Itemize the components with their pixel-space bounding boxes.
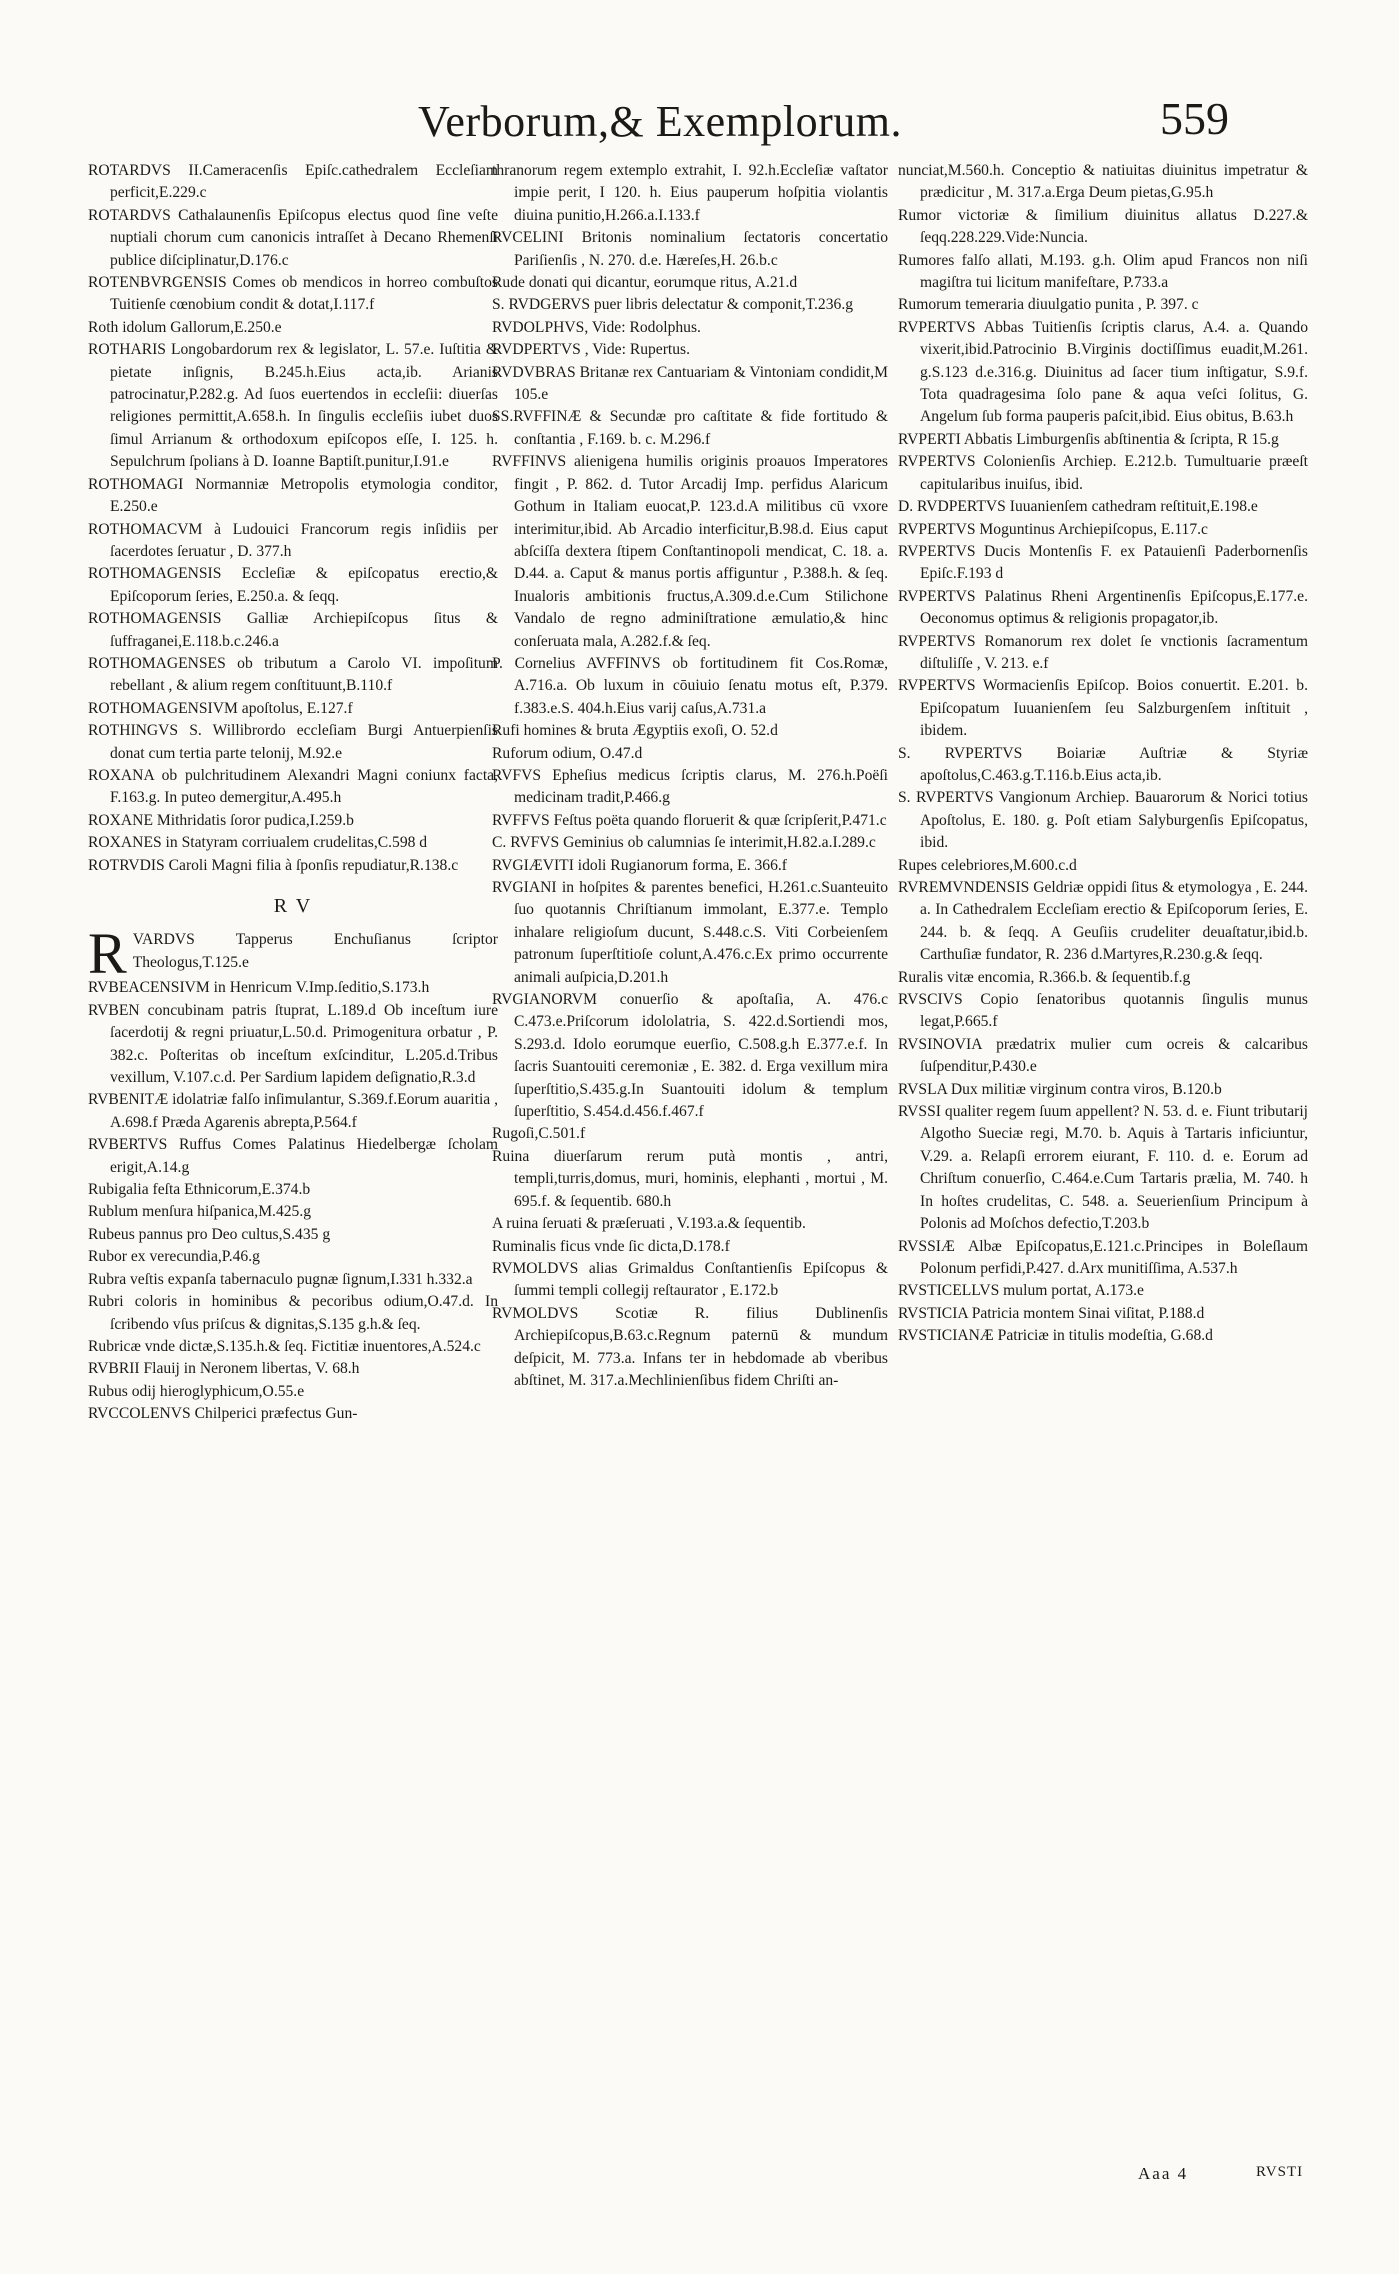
index-entry: RVDOLPHVS, Vide: Rodolphus. (492, 318, 701, 336)
index-entry: ROXANE Mithridatis ſoror pudica,I.259.b (88, 811, 354, 829)
index-entry: Rumores falſo allati, M.193. g.h. Olim apud Francos non niſi magiſtra tui licitum manifeſtare, P.733.a (898, 251, 1308, 292)
index-entry: Rufi homines & bruta Ægyptiis exoſi, O. 52.d (492, 722, 778, 740)
index-entry: A ruina ſeruati & præſeruati , V.193.a.& ſequentib. (492, 1215, 806, 1233)
index-entry: ROTHOMAGI Normanniæ Metropolis etymologia conditor, E.250.e (88, 475, 498, 516)
index-entry: D. RVDPERTVS Iuuanienſem cathedram reſtituit,E.198.e (898, 498, 1258, 516)
index-entry: ROTHINGVS S. Willibrordo eccleſiam Burgi Antuerpienſis donat cum tertia parte telonij, M.92.e (88, 722, 498, 762)
index-entry: RVPERTVS Colonienſis Archiep. E.212.b. Tumultuarie præeſt capitularibus inuiſus, ibid. (898, 453, 1308, 493)
index-entry: S. RVPERTVS Vangionum Archiep. Bauarorum & Norici totius Apoſtolus, E. 180. g. Poſt etiam Salyburgenſis Epiſcopatus, ibid. (898, 789, 1308, 852)
index-entry: S. RVPERTVS Boiariæ Auſtriæ & Styriæ apoſtolus,C.463.g.T.116.b.Eius acta,ib. (898, 744, 1308, 784)
index-entry: ROTHOMAGENSIS Galliæ Archiepiſcopus ſitus & ſuffraganei,E.118.b.c.246.a (88, 610, 498, 650)
index-entry: ROXANES in Statyram corriualem crudelitas,C.598 d (88, 834, 428, 852)
index-entry: Rubricæ vnde dictæ,S.135.h.& ſeq. Fictitiæ inuentores,A.524.c (88, 1337, 481, 1355)
index-entry: RVGIÆVITI idoli Rugianorum forma, E. 366.f (492, 856, 787, 874)
index-entry: RVFFINVS alienigena humilis originis proauos Imperatores fingit , P. 862. d. Tutor Arcadij Imp. perfidus Alaricum Gothum in Italiam euocat,P. 123.d.A militibus cū vxore interimitur,ibid. Ab Arcadio interficitur,B.98.d. Eius caput abſciſſa dextera ſtipem Conſtantinopoli mendicat, C. 18. a. D.44. a. Caput & manus portis affiguntur , P.388.h. & ſeq. Inualoris ambitionis fructus,A.309.d.e.Cum Stilichone Vandalo de regno adminiſtratione æmulatio,& hinc conſeruata mala, A.282.f.& ſeq. (492, 453, 888, 650)
index-entry: ROTARDVS Cathalaunenſis Epiſcopus electus quod ſine veſte nuptiali chorum cum canonicis intraſſet à Decano Rhemenſi publice diſciplinatur,D.176.c (88, 206, 498, 269)
signature-mark: Aaa 4 (1138, 2164, 1189, 2183)
first-entry-with-dropcap (88, 921, 498, 987)
index-entry: ROTHOMACVM à Ludouici Francorum regis inſidiis per ſacerdotes ſeruatur , D. 377.h (88, 520, 498, 560)
index-entry: RVSLA Dux militiæ virginum contra viros, B.120.b (898, 1080, 1222, 1098)
index-entry: Rublum menſura hiſpanica,M.425.g (88, 1203, 312, 1221)
index-entry: RVSSI qualiter regem ſuum appellent? N. 53. d. e. Fiunt tributarij Algotho Sueciæ regi, M.70. b. Aquis à Tartaris inficiuntur, V.29. a. Relapſi errorem eiurant, F. 110. d. e. Eorum ad Chriſtum conuerſio, C.464.e.Cum Tartaris prælia, M. 740. h In hoſtes crudelitas, C. 548. a. Seuerienſium Principum à Polonis ad Moſchos defectio,T.203.b (898, 1103, 1308, 1233)
index-entry: Rubor ex verecundia,P.46.g (88, 1248, 260, 1266)
index-entry: RVDVBRAS Britanæ rex Cantuariam & Vintoniam condidit,M 105.e (492, 363, 888, 404)
index-entry: Rubeus pannus pro Deo cultus,S.435 g (88, 1225, 331, 1243)
index-entry: RVPERTVS Romanorum rex dolet ſe vnctionis ſacramentum diſtuliſſe , V. 213. e.f (898, 632, 1308, 672)
index-entry: ROTHARIS Longobardorum rex & legislator, L. 57.e. Iuſtitia & pietate inſignis, B.245.h.Eius acta,ib. Arianis patrocinatur,P.282.g. Ad ſuos euertendos in eccleſii: diuerſas religiones permittit,A.658.h. In ſingulis eccleſiis iubet duos ſimul Arrianum & orthodoxum epiſcopos eſſe, I. 125. h. Sepulchrum ſpolians à D. Ioanne Baptiſt.punitur,I.91.e (88, 341, 498, 471)
index-entry: VARDVS Tapperus Enchuſianus ſcriptor Theologus,T.125.e (132, 931, 498, 971)
index-entry: Rubus odij hieroglyphicum,O.55.e (88, 1382, 305, 1400)
index-entry: RVSINOVIA prædatrix mulier cum ocreis & calcaribus ſuſpenditur,P.430.e (898, 1035, 1308, 1076)
index-entry: S. RVDGERVS puer libris delectatur & componit,T.236.g (492, 296, 854, 314)
index-entry: Ruforum odium, O.47.d (492, 744, 643, 762)
index-entry: nunciat,M.560.h. Conceptio & natiuitas diuinitus impetratur & prædicitur , M. 317.a.Erga Deum pietas,G.95.h (898, 162, 1308, 202)
index-entry: Ruminalis ficus vnde ſic dicta,D.178.f (492, 1237, 730, 1255)
index-entry: Rugoſi,C.501.f (492, 1125, 586, 1143)
index-entry: RVMOLDVS alias Grimaldus Conſtantienſis Epiſcopus & ſummi templi collegij reſtaurator , E.172.b (492, 1259, 888, 1300)
index-entry: RVMOLDVS Scotiæ R. filius Dublinenſis Archiepiſcopus,B.63.c.Regnum paternū & mundum deſpicit, M. 773.a. Infans ter in hebdomade ab vberibus abſtinet, M. 317.a.Mechlinienſibus fidem Chriſti an- (492, 1304, 888, 1389)
index-entry: P. Cornelius AVFFINVS ob fortitudinem fit Cos.Romæ, A.716.a. Ob luxum in cōuiuio ſenatu motus eſt, P.379. f.383.e.S. 404.h.Eius varij caſus,A.731.a (492, 654, 888, 717)
section-heading: R V (273, 895, 313, 917)
index-entry: RVSTICIANÆ Patriciæ in titulis modeſtia, G.68.d (898, 1327, 1213, 1345)
index-entry: RVBRII Flauij in Neronem libertas, V. 68.h (88, 1360, 360, 1378)
catchword: RVSTI (1256, 2164, 1304, 2180)
index-entry: RVFVS Epheſius medicus ſcriptis clarus, M. 276.h.Poëſi medicinam tradit,P.466.g (492, 766, 888, 807)
index-entry: RVGIANI in hoſpites & parentes benefici, H.261.c.Suanteuito ſuo quotannis Chriſtianum immolant, E.377.e. Templo inhalare religioſum ducunt, S.448.c.S. Viti Corbeienſem patronum ſuperſtitioſe colunt,A.476.c.Ex primo occurrente animali auſpicia,D.201.h (492, 879, 888, 986)
index-entry: RVPERTI Abbatis Limburgenſis abſtinentia & ſcripta, R 15.g (898, 430, 1279, 448)
index-entry: RVCCOLENVS Chilperici præfectus Gun- (88, 1405, 358, 1423)
index-entry: ROTHOMAGENSIS Eccleſiæ & epiſcopatus erectio,& Epiſcoporum ſeries, E.250.a. & ſeqq. (88, 565, 498, 605)
column-left (88, 160, 498, 1426)
index-entry: RVPERTVS Abbas Tuitienſis ſcriptis clarus, A.4. a. Quando vixerit,ibid.Patrocinio B.Virginis doctiſſimus euadit,M.261. g.S.123 d.e.316.g. Diuinitus ad ſacer tium inſtigatur, S.9.f. Tota quadragesima ſolo pane & aqua veſci ſolitus, G. Angelum ſub forma pauperis paſcit,ibid. Eius obitus, B.63.h (898, 318, 1308, 426)
index-entry: ROTENBVRGENSIS Comes ob mendicos in horreo combuſtos Tuitienſe cœnobium condit & dotat,I.117.f (88, 274, 498, 314)
index-entry: RVDPERTVS , Vide: Rupertus. (492, 341, 691, 359)
index-entry: Roth idolum Gallorum,E.250.e (88, 318, 282, 336)
index-entry: RVREMVNDENSIS Geldriæ oppidi ſitus & etymologya , E. 244. a. In Cathedralem Eccleſiam erectio & Epiſcoporum ſeries, E. 244. b. & ſeqq. A Geuſiis crudeliter deuaſtatur,ibid.b. Carthuſiæ fundator, R. 236 d.Martyres,R.230.g.& ſeqq. (898, 879, 1308, 964)
index-entry: thranorum regem extemplo extrahit, I. 92.h.Eccleſiæ vaſtator impie perit, I 120. h. Eius pauperum hoſpitia violantis diuina punitio,H.266.a.I.133.f (492, 162, 888, 224)
index-entry: RVSTICELLVS mulum portat, A.173.e (898, 1282, 1144, 1300)
index-entry: ROXANA ob pulchritudinem Alexandri Magni coniunx facta, F.163.g. In puteo demergitur,A.495.h (88, 766, 498, 807)
running-head-title: Verborum,& Exemplorum. (418, 97, 902, 146)
index-entry: RVBEN concubinam patris ſtuprat, L.189.d Ob inceſtum iure ſacerdotij & regni priuatur,L.50.d. Primogenitura orbatur , P. 382.c. Poſteritas ob inceſtum exſcinditur, L.205.d.Tribus vexillum, V.107.c.d. Per Sardium lapidem deſignatio,R.3.d (88, 1001, 498, 1087)
index-entry: RVBENITÆ idolatriæ falſo inſimulantur, S.369.f.Eorum auaritia , A.698.f Præda Agarenis abrepta,P.564.f (88, 1091, 498, 1131)
index-entry: Ruina diuerſarum rerum putà montis , antri, templi,turris,domus, muri, hominis, elephanti , mortui , M. 695.f. & ſequentib. 680.h (492, 1147, 888, 1210)
index-entry: SS.RVFFINÆ & Secundæ pro caſtitate & fide fortitudo & conſtantia , F.169. b. c. M.296.f (492, 408, 888, 448)
index-entry: RVSCIVS Copio ſenatoribus quotannis ſingulis munus legat,P.665.f (898, 991, 1308, 1031)
index-entry: RVSTICIA Patricia montem Sinai viſitat, P.188.d (898, 1304, 1205, 1322)
index-entry: Rumorum temeraria diuulgatio punita , P. 397. c (898, 296, 1199, 314)
index-entry: Rumor victoriæ & ſimilium diuinitus allatus D.227.& ſeqq.228.229.Vide:Nuncia. (898, 206, 1308, 247)
index-entry: ROTARDVS II.Cameracenſis Epiſc.cathedralem Eccleſiam perficit,E.229.c (88, 162, 498, 202)
index-entry: RVSSIÆ Albæ Epiſcopatus,E.121.c.Principes in Boleſlaum Polonum perfidi,P.427. d.Arx munitiſſima, A.537.h (898, 1237, 1308, 1277)
index-entry: RVBERTVS Ruffus Comes Palatinus Hiedelbergæ ſcholam erigit,A.14.g (88, 1136, 498, 1176)
index-entry: RVPERTVS Moguntinus Archiepiſcopus, E.117.c (898, 520, 1208, 538)
index-entry: RVFFVS Feſtus poëta quando floruerit & quæ ſcripſerit,P.471.c (492, 811, 887, 829)
index-entry: RVPERTVS Ducis Montenſis F. ex Patauienſi Paderbornenſis Epiſc.F.193 d (898, 542, 1308, 583)
index-entry: ROTHOMAGENSES ob tributum a Carolo VI. impoſitum rebellant , & alium regem conſtituunt,B.110.f (88, 654, 498, 695)
column-right (898, 160, 1308, 1348)
index-entry: Rubri coloris in hominibus & pecoribus odium,O.47.d. In ſcribendo vſus priſcus & dignitas,S.135 g.h.& ſeq. (88, 1293, 498, 1333)
index-entry: ROTRVDIS Caroli Magni filia à ſponſis repudiatur,R.138.c (88, 856, 459, 874)
index-entry: RVPERTVS Wormacienſis Epiſcop. Boios conuertit. E.201. b. Epiſcopatum Iuuanienſem ſeu Salzburgenſem inſtituit , ibidem. (898, 677, 1308, 740)
index-entry: Rubigalia feſta Ethnicorum,E.374.b (88, 1181, 311, 1199)
drop-cap: R (88, 921, 127, 987)
index-entry: Rubra veſtis expanſa tabernaculo pugnæ ſignum,I.331 h.332.a (88, 1270, 473, 1288)
column-middle (492, 160, 888, 1392)
index-entry: RVBEACENSIVM in Henricum V.Imp.ſeditio,S.173.h (88, 979, 430, 997)
index-entry: ROTHOMAGENSIVM apoſtolus, E.127.f (88, 699, 353, 717)
index-entry: C. RVFVS Geminius ob calumnias ſe interimit,H.82.a.I.289.c (492, 834, 876, 852)
index-entry: Rupes celebriores,M.600.c.d (898, 856, 1077, 874)
index-entry: Ruralis vitæ encomia, R.366.b. & ſequentib.f.g (898, 968, 1191, 986)
page-number: 559 (1160, 93, 1229, 144)
index-entry: RVCELINI Britonis nominalium ſectatoris concertatio Pariſienſis , N. 270. d.e. Hæreſes,H. 26.b.c (492, 229, 888, 269)
index-entry: RVPERTVS Palatinus Rheni Argentinenſis Epiſcopus,E.177.e. Oeconomus optimus & religionis propagator,ib. (898, 587, 1308, 628)
index-entry: Rude donati qui dicantur, eorumque ritus, A.21.d (492, 274, 798, 292)
index-entry: RVGIANORVM conuerſio & apoſtaſia, A. 476.c C.473.e.Priſcorum idololatria, S. 422.d.Sortiendi mos, S.293.d. Idolo eorumque euerſio, C.508.g.h E.377.e.f. In ſacris Suantouiti ceremoniæ , E. 382. d. Erga vexillum mira ſuperſtitio,S.435.g.In Suantouiti idolum & templum ſuperſtitio, S.454.d.456.f.467.f (492, 991, 888, 1121)
